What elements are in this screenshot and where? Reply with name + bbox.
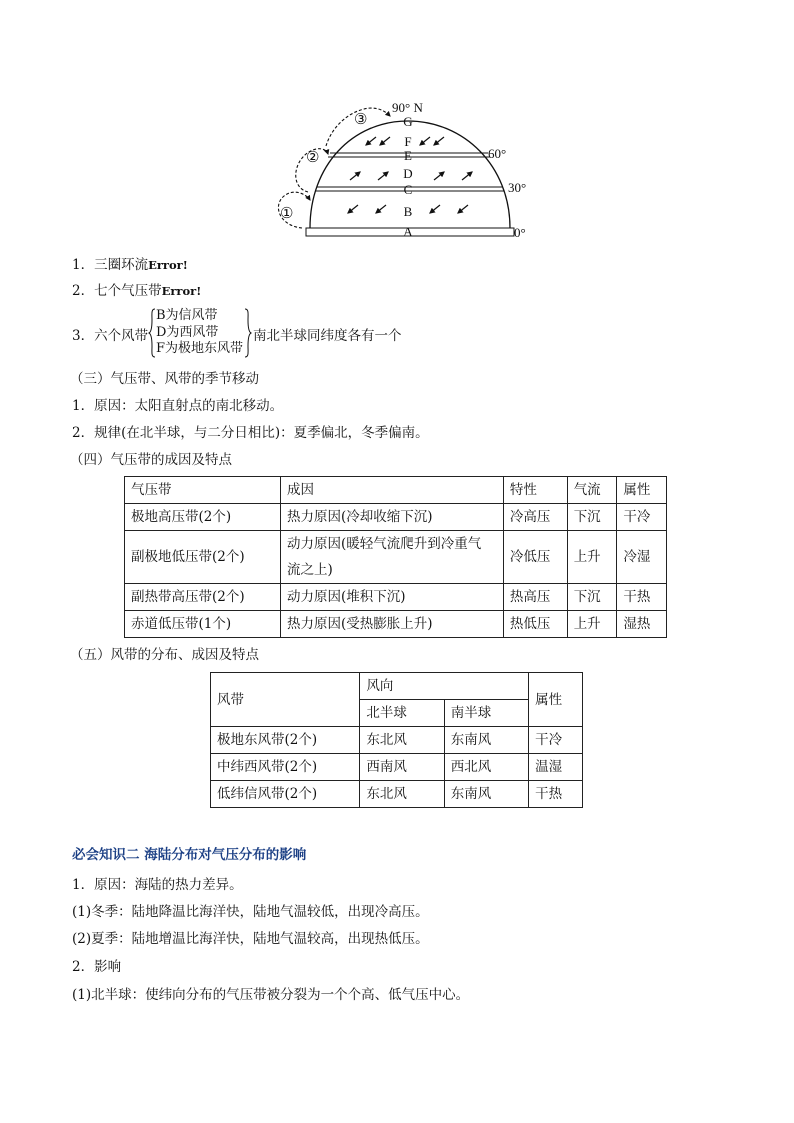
- cell-2-label: ②: [306, 150, 320, 166]
- wind-belt-f: F为极地东风带: [156, 341, 244, 356]
- section-4-title: （四）气压带的成因及特点: [70, 452, 232, 468]
- letter-a: A: [403, 224, 413, 239]
- wind-belt-b: B为信风带: [156, 308, 218, 323]
- letter-e: E: [404, 148, 412, 163]
- section-3-title: （三）气压带、风带的季节移动: [70, 371, 259, 387]
- table-row: 极地东风带(2个) 东北风 东南风 干冷: [211, 727, 583, 754]
- table-row: 副极地低压带(2个) 动力原因(暖轻气流爬升到冷重气 流之上) 冷低压 上升 冷湿: [125, 531, 667, 584]
- letter-c: C: [403, 182, 413, 197]
- table-row: 中纬西风带(2个) 西南风 西北风 温湿: [211, 754, 583, 781]
- lat-0-label: 0°: [514, 225, 526, 240]
- letter-g: G: [403, 114, 413, 129]
- knowledge-2-line-3: (2)夏季：陆地增温比海洋快，陆地气温较高，出现热低压。: [72, 931, 429, 947]
- letter-f: F: [404, 134, 412, 149]
- section-3-point-2: 2．规律(在北半球，与二分日相比)：夏季偏北，冬季偏南。: [72, 425, 429, 441]
- pressure-belt-table: [124, 476, 667, 638]
- table-row: 副热带高压带(2个) 动力原因(堆积下沉) 热高压 下沉 干热: [125, 584, 667, 611]
- left-brace-icon: [148, 308, 156, 358]
- table-row: 极地高压带(2个) 热力原因(冷却收缩下沉) 冷高压 下沉 干冷: [125, 504, 667, 531]
- error-text: Error!: [161, 284, 202, 298]
- letter-d: D: [403, 166, 413, 181]
- table-row: 赤道低压带(1个) 热力原因(受热膨胀上升) 热低压 上升 湿热: [125, 611, 667, 638]
- cell-1-label: ①: [280, 206, 294, 222]
- lat-60-label: 60°: [488, 146, 507, 161]
- list-item-pressure-belts: 2．七个气压带Error!: [72, 283, 202, 299]
- table-header-row: 气压带 成因 特性 气流 属性: [125, 477, 667, 504]
- pole-label: 90° N: [392, 100, 423, 115]
- wind-belt-d: D为西风带: [156, 324, 219, 340]
- lat-30-label: 30°: [508, 180, 527, 195]
- section-3-point-1: 1．原因：太阳直射点的南北移动。: [72, 398, 284, 414]
- right-brace-icon: [244, 308, 252, 358]
- knowledge-2-line-4: 2．影响: [72, 959, 122, 975]
- error-text: Error!: [148, 258, 188, 272]
- knowledge-2-line-1: 1．原因：海陆的热力差异。: [72, 877, 243, 893]
- section-5-title: （五）风带的分布、成因及特点: [70, 647, 259, 663]
- knowledge-2-line-5: (1)北半球：使纬向分布的气压带被分裂为一个个高、低气压中心。: [72, 987, 470, 1003]
- cell-3-label: ③: [354, 112, 368, 128]
- knowledge-2-line-2: (1)冬季：陆地降温比海洋快，陆地气温较低，出现冷高压。: [72, 904, 429, 920]
- atmospheric-circulation-diagram: [262, 96, 542, 246]
- wind-belt-note: 南北半球同纬度各有一个: [253, 328, 402, 344]
- table-row: 低纬信风带(2个) 东北风 东南风 干热: [211, 781, 583, 808]
- letter-b: B: [403, 204, 413, 219]
- list-item-three-cell: 1．三圈环流Error!: [72, 257, 188, 273]
- knowledge-2-heading: 必会知识二 海陆分布对气压分布的影响: [72, 847, 307, 863]
- wind-belt-table: 风带 风向 属性 北半球 南半球 极地东风带(2个) 东北风 东南风 干冷 中纬西风带(2个) 西南风 西北风 温湿 低纬信风带(2个) 东北风 东南风 干热: [210, 672, 583, 808]
